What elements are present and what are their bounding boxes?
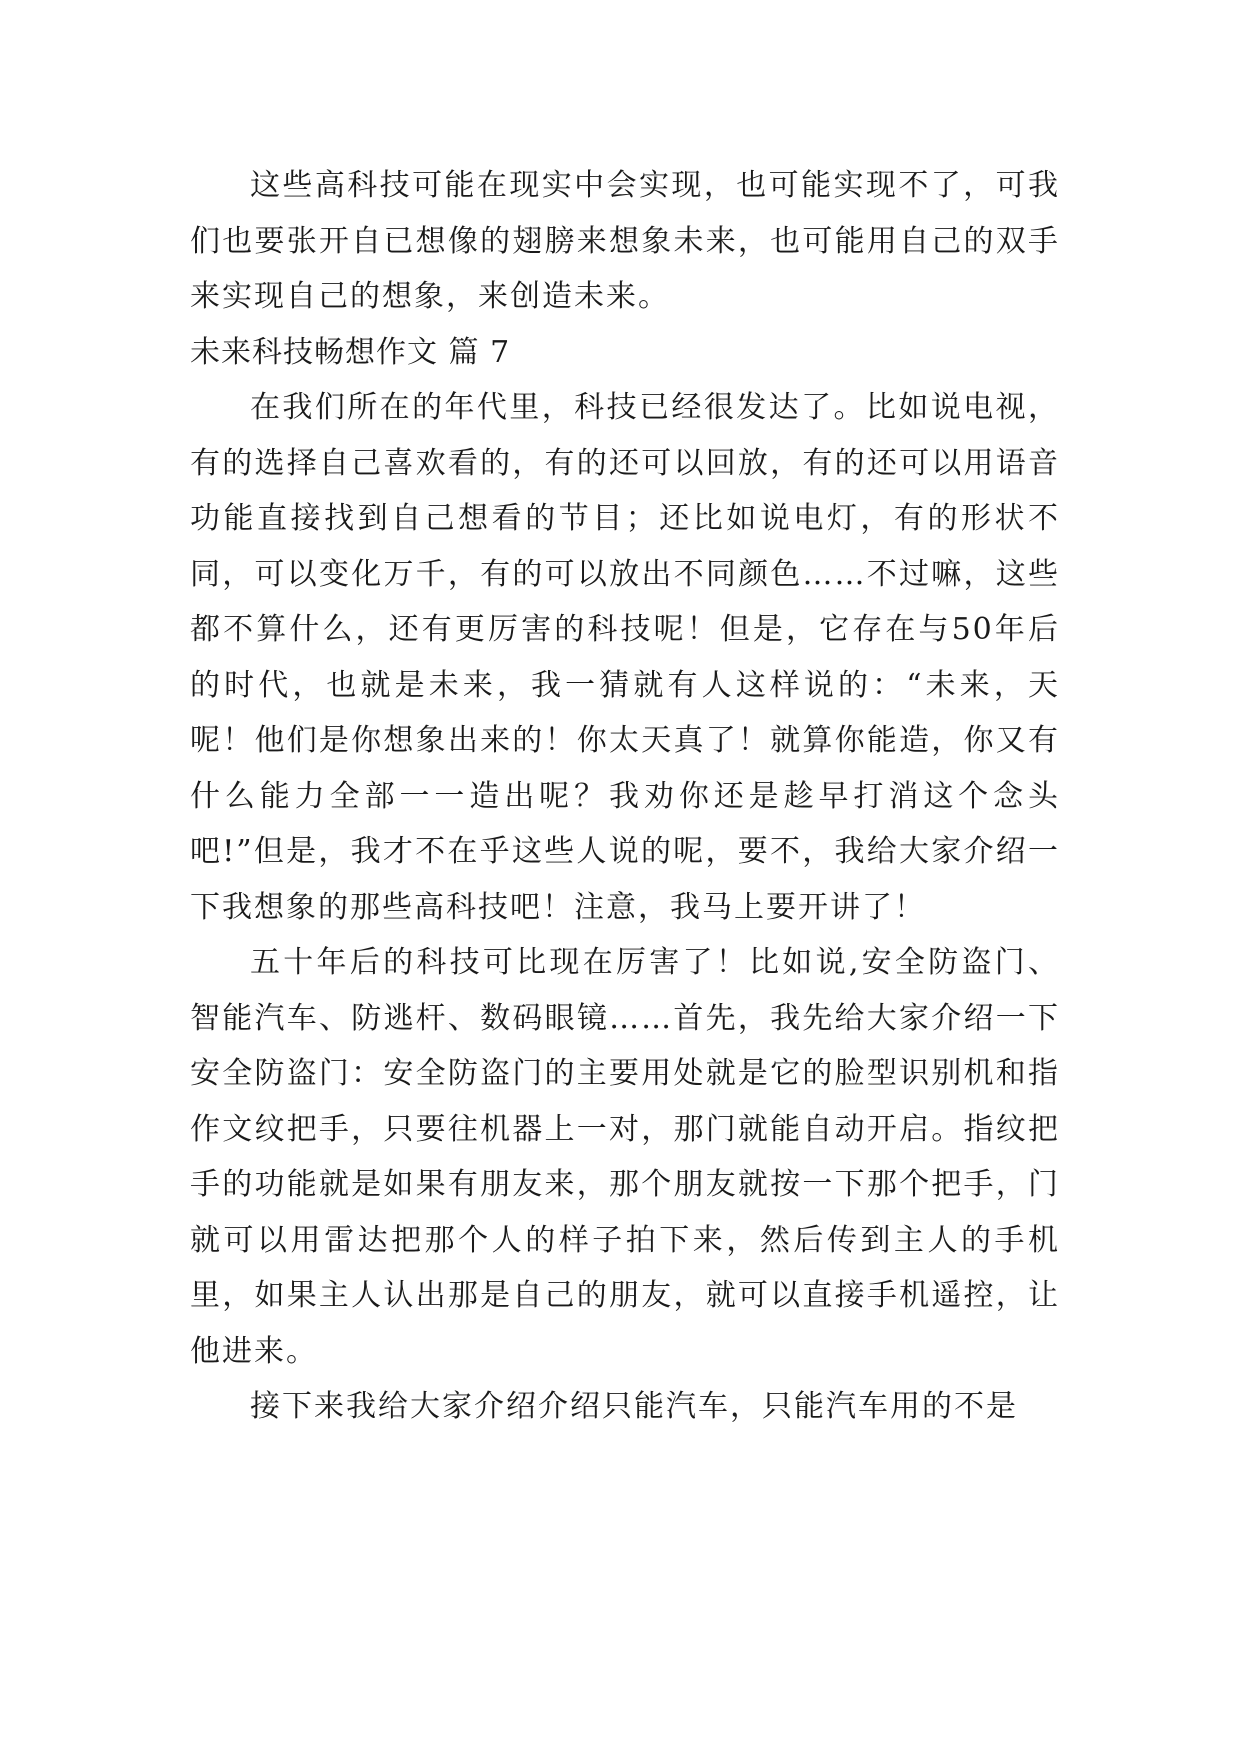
paragraph-intro: 这些高科技可能在现实中会实现，也可能实现不了，可我们也要张开自已想像的翅膀来想象未来，也可能用自己的双手来实现自己的想象，来创造未来。 (190, 168, 1060, 314)
document-body (190, 158, 1060, 1435)
section-heading: 未来科技畅想作文 篇 7 (190, 334, 511, 370)
paragraph-2: 五十年后的科技可比现在厉害了！比如说,安全防盗门、智能汽车、防逃杆、数码眼镜……首先，我先给大家介绍一下安全防盗门：安全防盗门的主要用处就是它的脸型识别机和指作文纹把手，只要往机器上一对，那门就能自动开启。指纹把手的功能就是如果有朋友来，那个朋友就按一下那个把手，门就可以用雷达把那个人的样子拍下来，然后传到主人的手机里，如果主人认出那是自己的朋友，就可以直接手机遥控，让他进来。 (190, 945, 1060, 1369)
paragraph-1: 在我们所在的年代里，科技已经很发达了。比如说电视，有的选择自己喜欢看的，有的还可以回放，有的还可以用语音功能直接找到自己想看的节目；还比如说电灯，有的形状不同，可以变化万千，有的可以放出不同颜色……不过嘛，这些都不算什么，还有更厉害的科技呢！但是，它存在与50年后的时代，也就是未来，我一猜就有人这样说的：“未来，天呢！他们是你想象出来的！你太天真了！就算你能造，你又有什么能力全部一一造出呢？我劝你还是趁早打消这个念头吧!”但是，我才不在乎这些人说的呢，要不，我给大家介绍一下我想象的那些高科技吧！注意，我马上要开讲了！ (190, 390, 1060, 925)
paragraph-3: 接下来我给大家介绍介绍只能汽车，只能汽车用的不是 (250, 1389, 1018, 1424)
